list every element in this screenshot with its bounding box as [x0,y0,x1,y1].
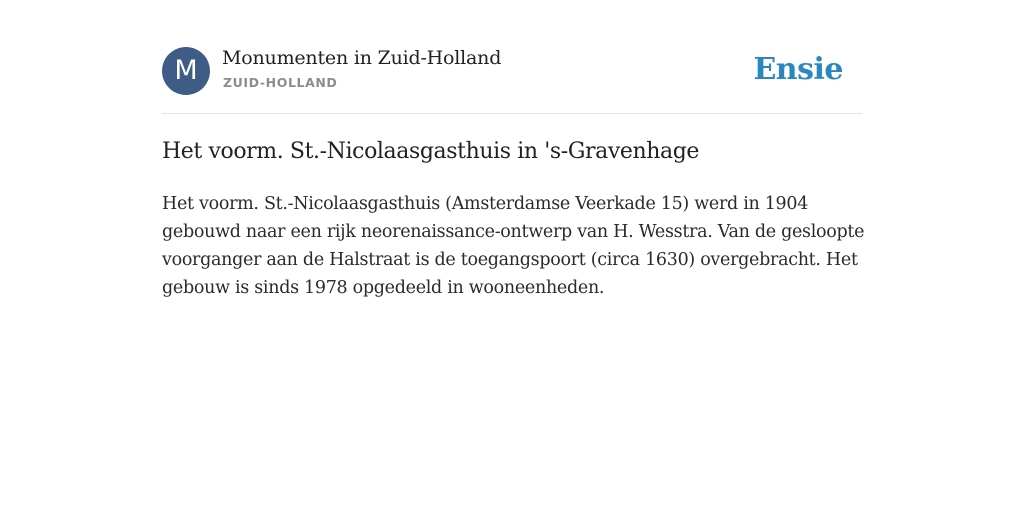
brand-logo[interactable]: Ensie [753,52,843,87]
article-body: Het voorm. St.-Nicolaasgasthuis (Amsterdamse Veerkade 15) werd in 1904 gebouwd naar een rijk neorenaissance-ontwerp van H. Wesstra. Van de gesloopte voorganger aan de Halstraat is de toegangspoort (circa 1630) overgebracht. Het gebouw is sinds 1978 opgedeeld in wooneenheden. [162,194,865,298]
source-header [162,46,862,96]
article-title: Het voorm. St.-Nicolaasgasthuis in 's-Gravenhage [162,139,700,164]
source-title[interactable]: Monumenten in Zuid-Holland [222,47,502,69]
source-subtitle: ZUID-HOLLAND [223,75,338,90]
avatar[interactable]: M [162,47,210,95]
divider [162,113,862,114]
